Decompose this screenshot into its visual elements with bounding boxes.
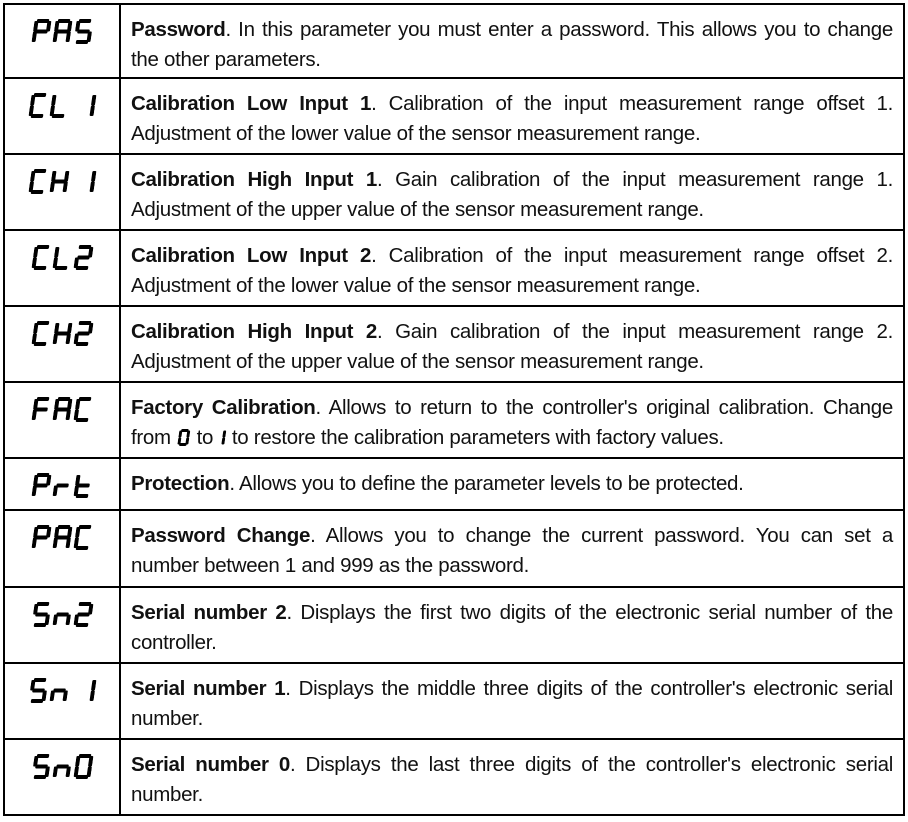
parameter-code-display — [5, 383, 121, 457]
seven-segment-glyph — [70, 93, 80, 118]
parameter-text: . Allows you to change the current password. You can set a number between 1 and 999 as the password. — [131, 524, 894, 577]
seven-segment-code — [31, 321, 94, 346]
parameter-row — [5, 307, 903, 383]
parameter-row — [5, 740, 903, 816]
parameter-title: Serial number 2 — [131, 601, 287, 624]
seven-segment-glyph — [73, 245, 94, 270]
seven-segment-glyph — [73, 397, 94, 422]
seven-segment-glyph — [88, 678, 97, 703]
parameter-description — [121, 459, 903, 509]
seven-segment-glyph — [73, 754, 94, 779]
parameter-code-display — [5, 79, 121, 153]
parameter-code-display — [5, 588, 121, 662]
parameter-text: to restore the calibration parameters with factory values. — [226, 426, 724, 449]
parameter-text: . Displays the middle three digits of the controller's electronic serial number. — [131, 677, 893, 730]
seven-segment-glyph — [31, 602, 52, 627]
parameter-code-display — [5, 155, 121, 229]
parameter-text: . Allows you to define the parameter levels to be protected. — [229, 472, 744, 495]
parameter-text: . Gain calibration of the input measurement range 2. Adjustment of the upper value of the sensor measurement range. — [131, 320, 893, 373]
seven-segment-glyph — [52, 397, 73, 422]
seven-segment-glyph — [73, 525, 94, 550]
parameter-code-display — [5, 740, 121, 814]
parameter-title: Calibration Low Input 2 — [131, 244, 372, 267]
seven-segment-glyph — [88, 93, 97, 118]
parameter-title: Serial number 1 — [131, 677, 286, 700]
parameter-row — [5, 459, 903, 511]
seven-segment-one-glyph — [218, 425, 226, 455]
parameter-title: Calibration High Input 2 — [131, 320, 377, 343]
parameter-row — [5, 511, 903, 588]
seven-segment-glyph — [49, 169, 70, 194]
seven-segment-code — [31, 473, 94, 498]
seven-segment-glyph — [73, 19, 94, 44]
parameter-description — [121, 383, 903, 457]
seven-segment-glyph — [73, 602, 94, 627]
seven-segment-glyph — [31, 397, 52, 422]
parameter-description — [121, 307, 903, 381]
seven-segment-glyph — [31, 321, 52, 346]
parameter-table — [3, 3, 905, 816]
seven-segment-glyph — [28, 93, 49, 118]
seven-segment-glyph — [73, 321, 94, 346]
parameter-code-display — [5, 664, 121, 738]
parameter-text: . Displays the last three digits of the controller's electronic serial number. — [131, 753, 893, 806]
parameter-row — [5, 5, 903, 79]
seven-segment-code — [28, 93, 97, 118]
seven-segment-glyph — [88, 169, 97, 194]
parameter-row — [5, 231, 903, 307]
seven-segment-code — [31, 525, 94, 550]
parameter-description — [121, 740, 903, 814]
parameter-description — [121, 231, 903, 305]
seven-segment-glyph — [70, 169, 80, 194]
seven-segment-glyph — [28, 678, 49, 703]
seven-segment-glyph — [73, 473, 94, 498]
parameter-text: . Calibration of the input measurement range offset 2. Adjustment of the lower value of the sensor measurement range. — [131, 244, 893, 297]
parameter-description — [121, 588, 903, 662]
seven-segment-code — [31, 397, 94, 422]
parameter-text: . In this parameter you must enter a password. This allows you to change the other parameters. — [131, 18, 893, 71]
parameter-row — [5, 588, 903, 664]
parameter-row — [5, 664, 903, 740]
parameter-description — [121, 79, 903, 153]
parameter-row — [5, 155, 903, 231]
seven-segment-glyph — [31, 245, 52, 270]
parameter-row — [5, 383, 903, 459]
parameter-text: . Allows to return to the controller's original calibration. Change from — [131, 396, 893, 449]
parameter-title: Password — [131, 18, 226, 41]
seven-segment-glyph — [70, 678, 80, 703]
seven-segment-glyph — [52, 19, 73, 44]
parameter-code-display — [5, 511, 121, 586]
parameter-text: . Calibration of the input measurement range offset 1. Adjustment of the lower value of the sensor measurement range. — [131, 92, 893, 145]
seven-segment-code — [31, 245, 94, 270]
seven-segment-code — [28, 678, 97, 703]
seven-segment-glyph — [31, 754, 52, 779]
seven-segment-glyph — [49, 678, 70, 703]
parameter-title: Password Change — [131, 524, 311, 547]
seven-segment-glyph — [49, 93, 70, 118]
seven-segment-glyph — [28, 169, 49, 194]
parameter-description — [121, 511, 903, 586]
seven-segment-code — [31, 602, 94, 627]
parameter-title: Calibration Low Input 1 — [131, 92, 372, 115]
seven-segment-code — [28, 169, 97, 194]
seven-segment-glyph — [52, 525, 73, 550]
seven-segment-glyph — [31, 473, 52, 498]
parameter-description — [121, 5, 903, 77]
parameter-code-display — [5, 231, 121, 305]
parameter-row — [5, 79, 903, 155]
parameter-title: Factory Calibration — [131, 396, 316, 419]
seven-segment-code — [31, 754, 94, 779]
parameter-text: to — [191, 426, 219, 449]
parameter-title: Serial number 0 — [131, 753, 290, 776]
parameter-code-display — [5, 5, 121, 77]
seven-segment-glyph — [52, 321, 73, 346]
seven-segment-glyph — [52, 473, 73, 498]
parameter-description — [121, 155, 903, 229]
seven-segment-glyph — [31, 19, 52, 44]
seven-segment-glyph — [52, 245, 73, 270]
seven-segment-zero-glyph — [176, 425, 191, 455]
seven-segment-glyph — [52, 754, 73, 779]
seven-segment-glyph — [31, 525, 52, 550]
parameter-code-display — [5, 307, 121, 381]
seven-segment-code — [31, 19, 94, 44]
seven-segment-glyph — [52, 602, 73, 627]
parameter-title: Protection — [131, 472, 230, 495]
parameter-code-display — [5, 459, 121, 509]
parameter-title: Calibration High Input 1 — [131, 168, 377, 191]
parameter-description — [121, 664, 903, 738]
parameter-text: . Displays the first two digits of the electronic serial number of the controller. — [131, 601, 893, 654]
parameter-text: . Gain calibration of the input measurement range 1. Adjustment of the upper value of the sensor measurement range. — [131, 168, 893, 221]
